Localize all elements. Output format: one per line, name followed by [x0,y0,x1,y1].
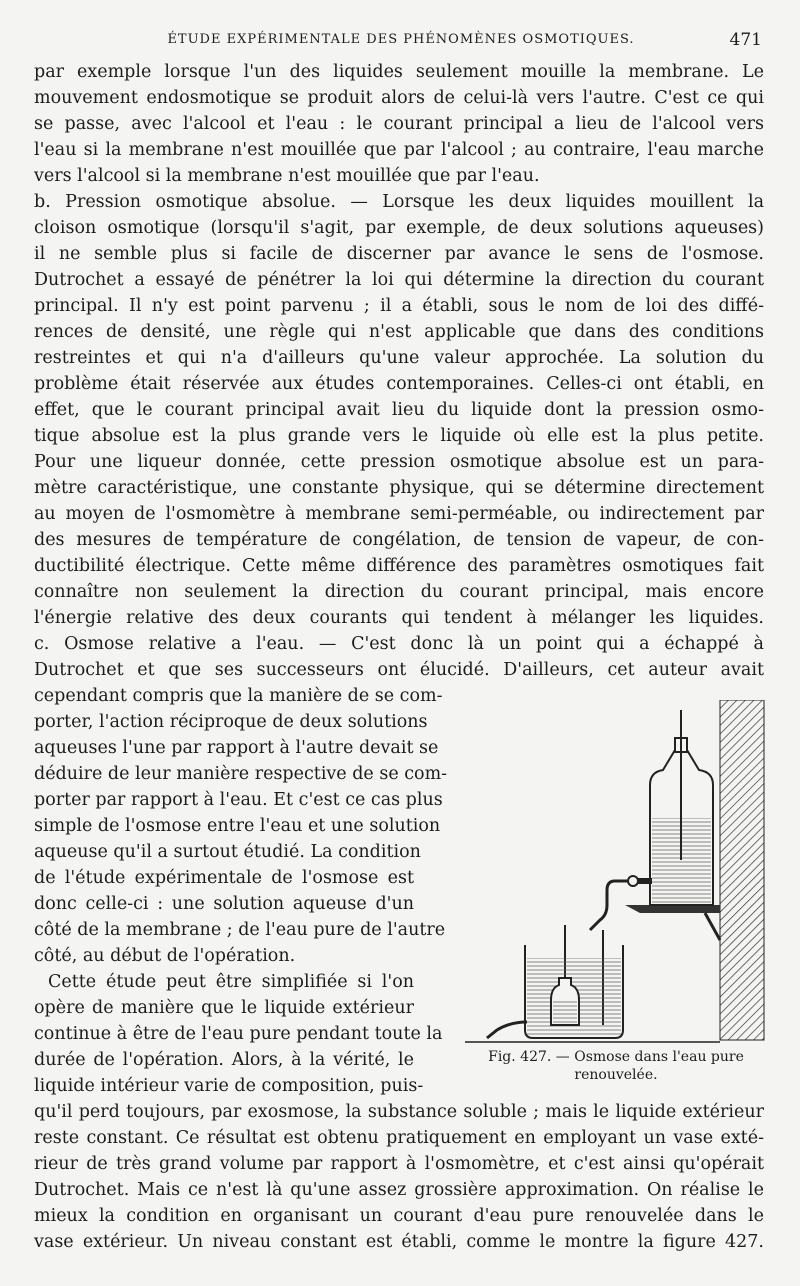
text-line: durée de l'opération. Alors, à la vérité, le [34,1050,414,1070]
text-line: principal. Il n'y est point parvenu ; il a établi, sous le nom de loi des diffé- [34,296,764,316]
text-line: opère de manière que le liquide extérieur [34,998,414,1018]
text-line: porter par rapport à l'eau. Et c'est ce cas plus [34,790,443,810]
text-line: côté de la membrane ; de l'eau pure de l'autre [34,920,446,940]
text-line: tique absolue est la plus grande vers le liquide où elle est la plus petite. [34,426,764,446]
text-line: ductibilité électrique. Cette même différence des paramètres osmotiques fait [34,556,764,576]
text-line: porter, l'action réciproque de deux solutions [34,712,428,732]
text-line: donc celle-ci : une solution aqueuse d'un [34,894,414,914]
text-line: connaître non seulement la direction du courant principal, mais encore [34,582,764,602]
text-line: se passe, avec l'alcool et l'eau : le courant principal a lieu de l'alcool vers [34,114,764,134]
text-line: cloison osmotique (lorsqu'il s'agit, par exemple, de deux solutions aqueuses) [34,218,764,238]
text-line: continue à être de l'eau pure pendant toute la [34,1024,443,1044]
text-line: aqueuse qu'il a surtout étudié. La condition [34,842,421,862]
figure-427-illustration [465,700,765,1045]
text-line: Dutrochet. Mais ce n'est là qu'une assez grossière approximation. On réalise le [34,1180,764,1200]
text-line: effet, que le courant principal avait lieu du liquide dont la pression osmo- [34,400,764,420]
section-heading-line: b. Pression osmotique absolue. — Lorsque les deux liquides mouillent la [34,192,764,212]
wall-hatch [720,700,764,1040]
text-line: cependant compris que la manière de se com- [34,686,443,706]
overflow-outlet [487,1022,527,1038]
text-line: mouvement endosmotique se produit alors de celui-là vers l'autre. C'est ce qui [34,88,764,108]
running-title: ÉTUDE EXPÉRIMENTALE DES PHÉNOMÈNES OSMOTIQUES. [167,32,635,47]
page-number: 471 [729,30,762,50]
text-line: l'énergie relative des deux courants qui tendent à mélanger les liquides. [34,608,764,628]
text-line: liquide intérieur varie de composition, puis- [34,1076,424,1096]
caption-line: renouvelée. [574,1067,658,1083]
text-line: problème était réservée aux études contemporaines. Celles-ci ont établi, en [34,374,764,394]
text-line: qu'il perd toujours, par exosmose, la substance soluble ; mais le liquide extérieur [34,1102,764,1122]
caption-line: Fig. 427. — Osmose dans l'eau pure [488,1049,744,1065]
text-line: au moyen de l'osmomètre à membrane semi-perméable, ou indirectement par [34,504,764,524]
text-line: rieur de très grand volume par rapport à l'osmomètre, et c'est ainsi qu'opérait [34,1154,764,1174]
text-line: Pour une liqueur donnée, cette pression osmotique absolue est un para- [34,452,764,472]
text-line: par exemple lorsque l'un des liquides seulement mouille la membrane. Le [34,62,764,82]
text-line: déduire de leur manière respective de se com- [34,764,448,784]
text-line: vers l'alcool si la membrane n'est mouillée que par l'eau. [34,166,540,186]
feed-tube [590,881,628,930]
text-line: l'eau si la membrane n'est mouillée que par l'alcool ; au contraire, l'eau marche [34,140,764,160]
text-line: des mesures de température de congélation, de tension de vapeur, de con- [34,530,764,550]
text-line: de l'étude expérimentale de l'osmose est [34,868,414,888]
text-line: mieux la condition en organisant un courant d'eau pure renouvelée dans le [34,1206,764,1226]
text-line: restreintes et qui n'a d'ailleurs qu'une valeur approchée. La solution du [34,348,764,368]
text-line: reste constant. Ce résultat est obtenu pratiquement en employant un vase exté- [34,1128,764,1148]
shelf-bracket [625,905,720,913]
text-line: rences de densité, une règle qui n'est applicable que dans des conditions [34,322,764,342]
text-line: simple de l'osmose entre l'eau et une solution [34,816,441,836]
text-line: Dutrochet a essayé de pénétrer la loi qui détermine la direction du courant [34,270,764,290]
text-line: Cette étude peut être simplifiée si l'on [48,972,414,992]
section-heading-line: c. Osmose relative a l'eau. — C'est donc là un point qui a échappé à [34,634,764,654]
text-line: Dutrochet et que ses successeurs ont élucidé. D'ailleurs, cet auteur avait [34,660,764,680]
running-header [36,30,766,54]
text-line: aqueuses l'une par rapport à l'autre devait se [34,738,439,758]
figure-caption [468,1048,764,1084]
text-line: mètre caractéristique, une constante physique, qui se détermine directement [34,478,764,498]
text-line: vase extérieur. Un niveau constant est établi, comme le montre la figure 427. [34,1232,764,1252]
text-line: côté, au début de l'opération. [34,946,296,966]
text-line: il ne semble plus si facile de discerner par avance le sens de l'osmose. [34,244,764,264]
